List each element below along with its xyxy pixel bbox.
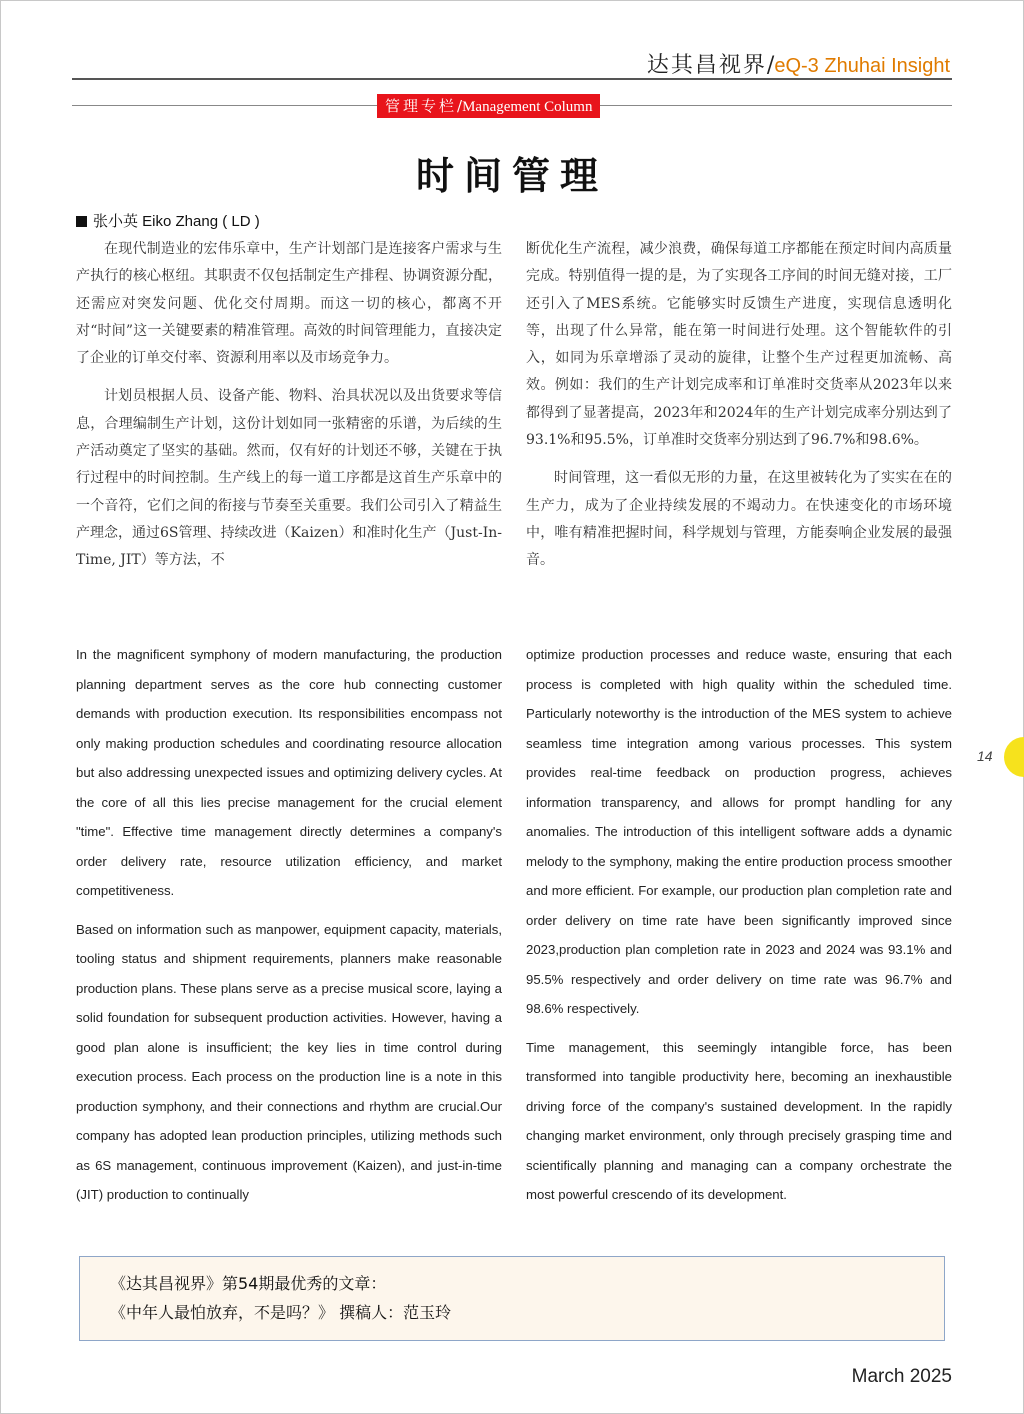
byline-square-icon [76,216,87,227]
chinese-column-right [526,236,952,586]
header-rule [72,78,952,80]
chinese-column-left [76,236,502,586]
cn-paragraph: 在现代制造业的宏伟乐章中，生产计划部门是连接客户需求与生产执行的核心枢纽。其职责不仅包括制定生产排程、协调资源分配，还需应对突发问题、优化交付周期。而这一切的核心，都离不开对“时间”这一关键要素的精准管理。高效的时间管理能力，直接决定了企业的订单交付率、资源利用率以及市场竞争力。 [76,241,502,367]
page-number: 14 [977,748,993,764]
column-tag-en: Management Column [462,99,593,115]
cn-paragraph: 时间管理，这一看似无形的力量，在这里被转化为了实实在在的生产力，成为了企业持续发展的不竭动力。在快速变化的市场环境中，唯有精准把握时间，科学规划与管理，方能奏响企业发展的最强音。 [526,470,952,569]
cn-paragraph: 断优化生产流程，减少浪费，确保每道工序都能在预定时间内高质量完成。特别值得一提的是，为了实现各工序间的时间无缝对接，工厂还引入了MES系统。它能够实时反馈生产进度，实现信息透明化等，出现了什么异常，能在第一时间进行处理。这个智能软件的引入，如同为乐章增添了灵动的旋律，让整个生产过程更加流畅、高效。例如：我们的生产计划完成率和订单准时交货率从2023年以来都得到了显著提高，2023年和2024年的生产计划完成率分别达到了93.1%和95.5%，订单准时交货率分别达到了96.7%和98.6%。 [526,241,952,449]
notice-line-2: 《中年人最怕放弃，不是吗？》 撰稿人：范玉玲 [110,1303,452,1322]
masthead-en: eQ-3 Zhuhai Insight [774,55,950,77]
en-paragraph: optimize production processes and reduce waste, ensuring that each process is completed with high quality within the scheduled time. Particularly noteworthy is the introduction of the MES system to achieve seamless time integration among various processes. This system provides real-time feedback on production progress, achieves information transparency, and allows for prompt handling for any anomalies. The introduction of this intelligent software adds a dynamic melody to the symphony, making the entire production process smoother and more efficient. For example, our production plan completion rate and order delivery on time rate have been significantly improved since 2023,production plan completion rate in 2023 and 2024 was 93.1% and 95.5% respectively and order delivery on time rate was 96.7% and 98.6% respectively. [526,647,952,1016]
masthead-separator: / [766,53,775,78]
best-article-notice [79,1256,945,1341]
notice-line-1: 《达其昌视界》第54期最优秀的文章： [110,1274,387,1293]
en-paragraph: Based on information such as manpower, equipment capacity, materials, tooling status and shipment requirements, planners make reasonable production plans. These plans serve as a precise musical score, laying a solid foundation for subsequent production activities. However, having a good plan alone is insufficient; the key lies in time control during execution process. Each process on the production line is a note in this production symphony, and their connections and rhythm are crucial.Our company has adopted lean production principles, utilizing methods such as 6S management, continuous improvement (Kaizen), and just-in-time (JIT) production to continually [76,921,502,1202]
column-tag-cn: 管理专栏 [385,97,458,115]
byline-author: 张小英 Eiko Zhang ( LD ) [93,213,260,230]
column-tag [377,94,600,118]
en-paragraph: In the magnificent symphony of modern manufacturing, the production planning department serves as the core hub connecting customer demands with production execution. Its responsibilities encompass not only making production schedules and coordinating resource allocation but also addressing unexpected issues and optimizing delivery cycles. At the core of all this lies precise management for the crucial element "time". Effective time management directly determines a company's order delivery rate, resource utilization efficiency, and market competitiveness. [76,647,502,898]
masthead [647,48,950,79]
en-paragraph: Time management, this seemingly intangible force, has been transformed into tangible productivity here, becoming an inexhaustible driving force of the company's sustained development. In the rapidly changing market environment, only through precisely grasping time and scientifically planning and managing can a company orchestrate the most powerful crescendo of its development. [526,1039,952,1202]
english-column-left [76,640,502,1219]
byline [76,210,260,231]
article-title: 时间管理 [415,153,608,198]
english-column-right [526,640,952,1219]
issue-date: March 2025 [851,1366,952,1387]
masthead-cn: 达其昌视界 [646,53,767,78]
column-tag-separator: / [457,97,463,115]
cn-paragraph: 计划员根据人员、设备产能、物料、治具状况以及出货要求等信息，合理编制生产计划，这份计划如同一张精密的乐谱，为后续的生产活动奠定了坚实的基础。然而，仅有好的计划还不够，关键在于执行过程中的时间控制。生产线上的每一道工序都是这首生产乐章中的一个音符，它们之间的衔接与节奏至关重要。我们公司引入了精益生产理念，通过6S管理、持续改进（Kaizen）和准时化生产（Just-In-Time, JIT）等方法，不 [76,388,502,569]
